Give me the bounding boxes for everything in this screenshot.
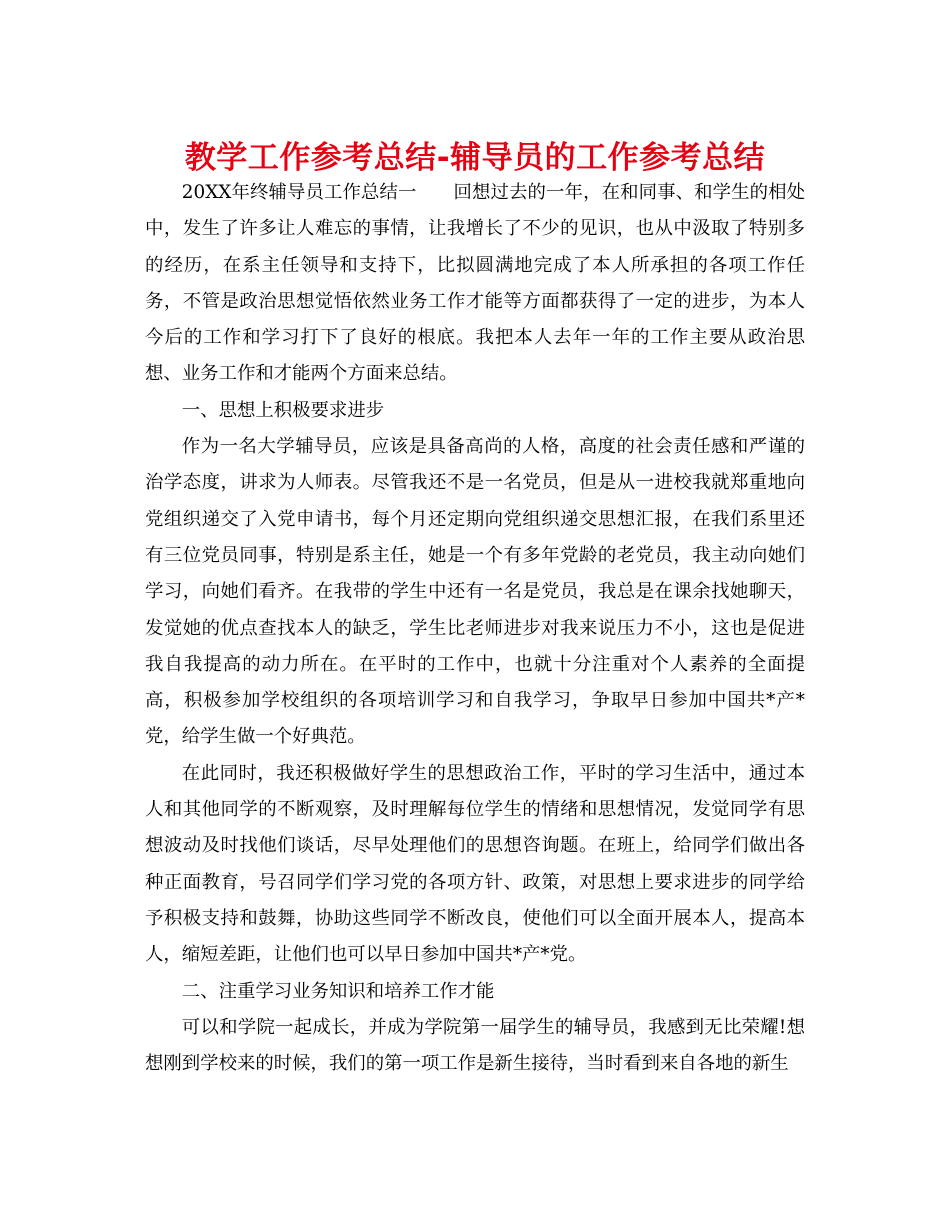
paragraph-section-1-a: 作为一名大学辅导员，应该是具备高尚的人格，高度的社会责任感和严谨的治学态度，讲求为人师表。尽管我还不是一名党员，但是从一进校我就郑重地向党组织递交了入党申请书，每个月还定期向党组织递交思想汇报，在我们系里还有三位党员同事，特别是系主任，她是一个有多年党龄的老党员，我主动向她们学习，向她们看齐。在我带的学生中还有一名是党员，我总是在课余找她聊天，发觉她的优点查找本人的缺乏，学生比老师进步对我来说压力不小，这也是促进我自我提高的动力所在。在平时的工作中，也就十分注重对个人素养的全面提高，积极参加学校组织的各项培训学习和自我学习，争取早日参加中国共*产*党，给学生做一个好典范。: [145, 436, 805, 748]
section-heading-2: 二、注重学习业务知识和培养工作才能: [181, 980, 495, 1002]
paragraph-section-2-a: 可以和学院一起成长，并成为学院第一届学生的辅导员，我感到无比荣耀!想想刚到学校来的时候，我们的第一项工作是新生接待，当时看到来自各地的新生: [145, 1016, 805, 1075]
document-body: [145, 175, 805, 1082]
document-title: 教学工作参考总结-辅导员的工作参考总结: [184, 140, 766, 176]
paragraph-section-1-b: 在此同时，我还积极做好学生的思想政治工作，平时的学习生活中，通过本人和其他同学的不断观察，及时理解每位学生的情绪和思想情况，发觉同学有思想波动及时找他们谈话，尽早处理他们的思想咨询题。在班上，给同学们做出各种正面教育，号召同学们学习党的各项方针、政策，对思想上要求进步的同学给予积极支持和鼓舞，协助这些同学不断改良，使他们可以全面开展本人，提高本人，缩短差距，让他们也可以早日参加中国共*产*党。: [145, 762, 805, 966]
section-heading-1: 一、思想上积极要求进步: [181, 399, 385, 421]
paragraph-intro: 20XX年终辅导员工作总结一 回想过去的一年，在和同事、和学生的相处中，发生了许多让人难忘的事情，让我增长了不少的见识，也从中汲取了特别多的经历，在系主任领导和支持下，比拟圆满地完成了本人所承担的各项工作任务，不管是政治思想觉悟依然业务工作才能等方面都获得了一定的进步，为本人今后的工作和学习打下了良好的根底。我把本人去年一年的工作主要从政治思想、业务工作和才能两个方面来总结。: [145, 182, 805, 385]
